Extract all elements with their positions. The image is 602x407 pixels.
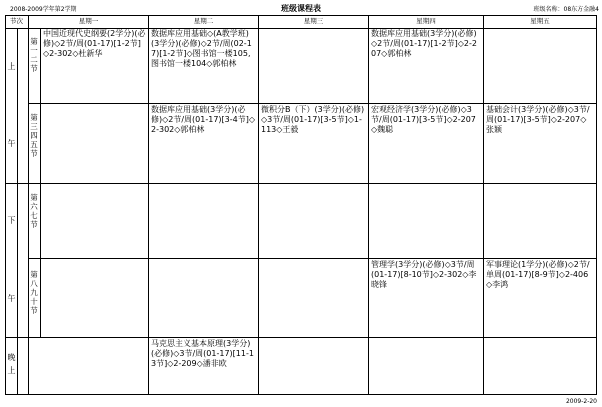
course-cell: 数据库应用基础◇(A教学班)(3学分)(必修)◇2节/周(02-17)[1-2节]◇图书馆一楼105,图书馆一楼104◇郭柏林 (151, 29, 252, 68)
period-label-8-10: 第八九十节 (30, 270, 38, 315)
grid-line (5, 15, 6, 395)
course-cell: 管理学(3学分)(必修)◇3节/周(01-17)[8-10节]◇2-302◇李晓锋 (371, 260, 477, 289)
course-cell: 马克思主义基本原理(3学分)(必修)◇3节/周(01-17)[11-13节]◇2-209◇潘非欧 (151, 339, 254, 368)
day-header-wednesday: 星期三 (303, 17, 324, 25)
course-cell: 数据库应用基础(3学分)(必修)◇2节/周(01-17)[1-2节]◇2-207◇郭柏林 (371, 29, 477, 58)
course-cell: 中国近现代史纲要(2学分)(必修)◇2节/周(01-17)[1-2节]◇2-302◇杜新华 (43, 29, 146, 58)
semester-label: 2008-2009学年第2学期 (10, 6, 77, 13)
course-cell: 宏观经济学(3学分)(必修)◇3节/周(01-17)[3-5节]◇2-207◇魏聪 (371, 105, 476, 134)
period-column-header: 节次 (10, 17, 23, 25)
day-header-tuesday: 星期二 (193, 17, 214, 25)
part-label-afternoon-bottom: 午 (7, 294, 16, 303)
grid-line (5, 394, 597, 395)
grid-line (28, 103, 597, 104)
grid-line (17, 28, 18, 394)
course-cell: 微积分B（下）(3学分)(必修)◇3节/周(01-17)[3-5节]◇1-113◇王毅 (261, 105, 365, 134)
grid-line (5, 337, 597, 338)
part-label-afternoon-top: 下 (7, 216, 16, 225)
timetable (5, 15, 597, 395)
day-header-friday: 星期五 (530, 17, 550, 25)
grid-line (40, 28, 41, 338)
grid-line (258, 15, 259, 395)
print-date: 2009-2-20 (565, 398, 597, 405)
course-cell: 基础会计(3学分)(必修)◇3节/周(01-17)[3-5节]◇2-207◇张颖 (486, 105, 590, 134)
period-label-6-7: 第六七节 (30, 193, 38, 229)
period-label-3-5: 第三四五节 (30, 113, 38, 158)
grid-line (368, 15, 369, 395)
grid-line (5, 183, 597, 184)
part-label-morning-top: 上 (7, 62, 16, 71)
period-label-1-2: 第一二节 (30, 37, 38, 73)
part-label-evening: 晚上 (7, 353, 16, 375)
grid-line (596, 15, 597, 395)
grid-line (148, 15, 149, 395)
day-header-monday: 星期一 (78, 17, 99, 25)
course-cell: 数据库应用基础(3学分)(必修)◇2节/周(01-17)[3-4节]◇2-302◇郭柏林 (151, 105, 256, 134)
page-title: 班级课程表 (281, 4, 321, 13)
course-cell: 军事理论(1学分)(必修)◇2节/单周(01-17)[8-9节]◇2-406◇李鸿 (486, 260, 590, 289)
grid-line (28, 258, 597, 259)
part-label-morning-bottom: 午 (7, 139, 16, 148)
grid-line (483, 15, 484, 395)
day-header-thursday: 星期四 (416, 17, 436, 25)
class-name-label: 班级名称：08东方金融4 (533, 6, 599, 13)
